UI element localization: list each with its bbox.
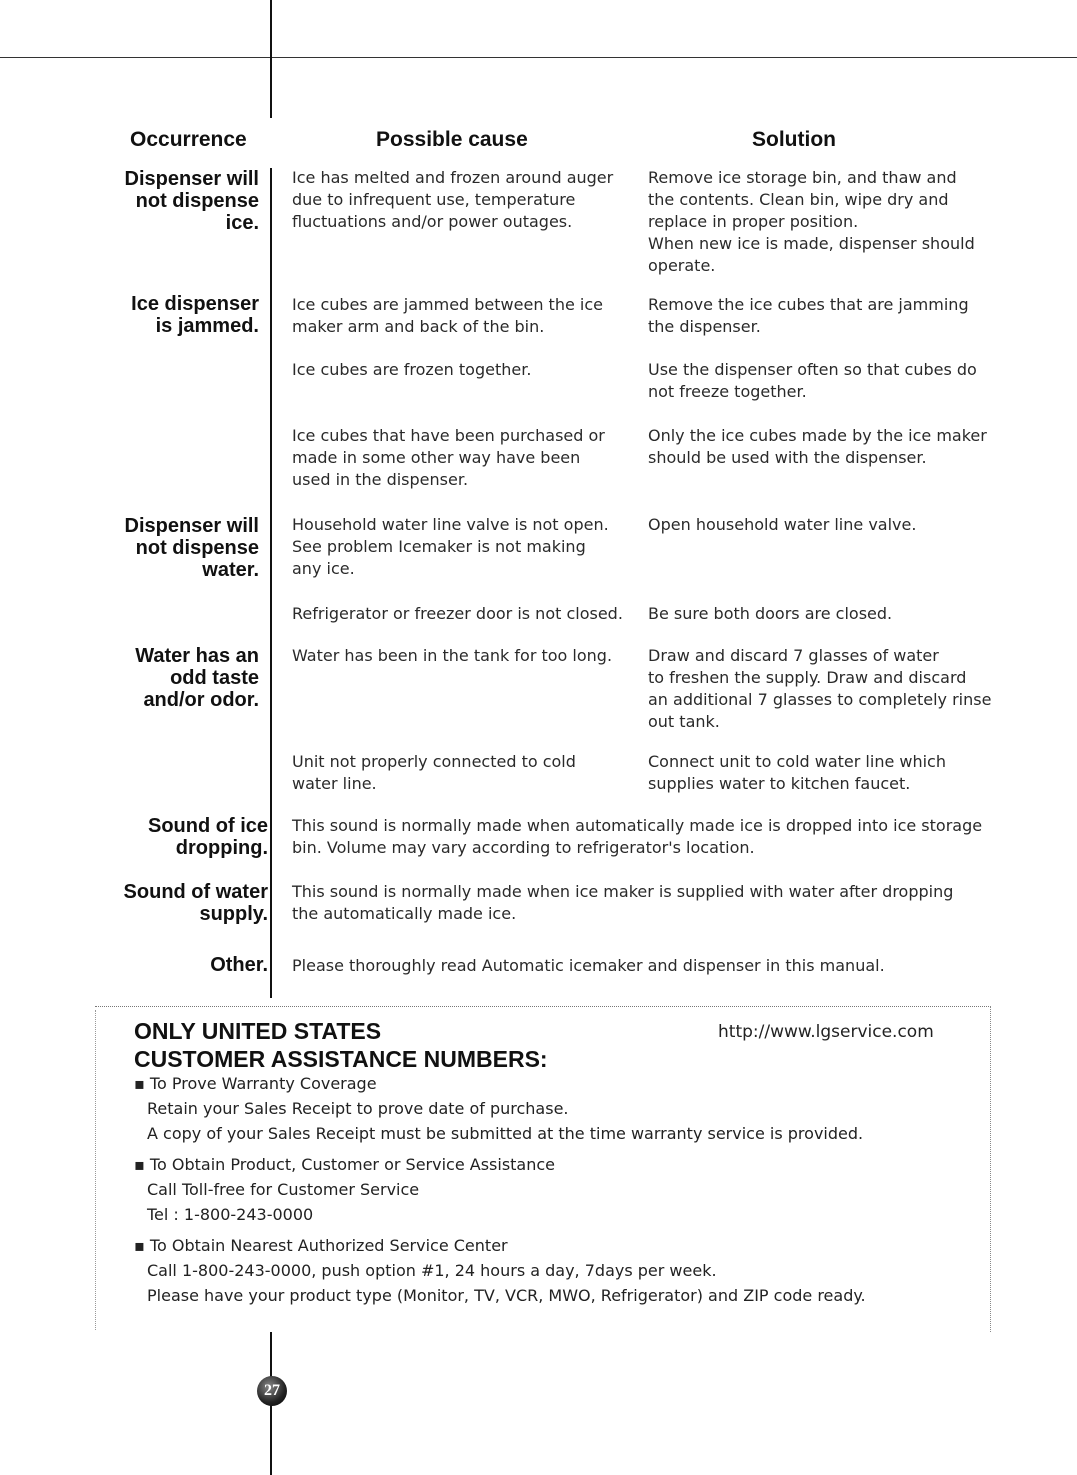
service-url-link[interactable]: http://www.lgservice.com bbox=[718, 1022, 934, 1042]
solution-cell: Use the dispenser often so that cubes do not freeze together. bbox=[648, 360, 977, 401]
occurrence-odd-taste: Water has an odd taste and/or odor. bbox=[135, 645, 259, 711]
header-occurrence: Occurrence bbox=[130, 128, 247, 151]
description-cell: This sound is normally made when automatically made ice is dropped into ice storage bin. Volume may vary according to refrigerator's location. bbox=[292, 816, 983, 857]
assistance-line: Please have your product type (Monitor, TV, VCR, MWO, Refrigerator) and ZIP code ready. bbox=[147, 1286, 866, 1305]
assistance-line: Call Toll-free for Customer Service bbox=[147, 1180, 420, 1199]
cause-cell: Ice cubes are frozen together. bbox=[292, 360, 532, 379]
cause-cell: Ice cubes are jammed between the ice maker arm and back of the bin. bbox=[292, 295, 603, 336]
occurrence-dispenser-no-ice: Dispenser will not dispense ice. bbox=[124, 168, 259, 234]
assistance-line: Tel : 1-800-243-0000 bbox=[147, 1205, 314, 1224]
occurrence-sound-water: Sound of water supply. bbox=[123, 881, 268, 925]
assistance-line: Call 1-800-243-0000, push option #1, 24 hours a day, 7days per week. bbox=[147, 1261, 717, 1280]
description-cell: Please thoroughly read Automatic icemaker and dispenser in this manual. bbox=[292, 956, 885, 975]
solution-cell: Connect unit to cold water line which supplies water to kitchen faucet. bbox=[648, 752, 946, 793]
top-rule bbox=[0, 57, 1077, 58]
assistance-title-line1: ONLY UNITED STATES bbox=[134, 1018, 382, 1044]
page-number-badge: 27 bbox=[257, 1376, 287, 1406]
cause-cell: Ice cubes that have been purchased or made in some other way have been used in the dispenser. bbox=[292, 426, 605, 489]
occurrence-other: Other. bbox=[210, 954, 268, 976]
solution-cell: Remove ice storage bin, and thaw and the contents. Clean bin, wipe dry and replace in proper position. When new ice is made, dispenser should operate. bbox=[648, 168, 975, 275]
cause-cell: Water has been in the tank for too long. bbox=[292, 646, 613, 665]
table-vertical-rule bbox=[270, 168, 272, 998]
solution-cell: Only the ice cubes made by the ice maker should be used with the dispenser. bbox=[648, 426, 987, 467]
cause-cell: Household water line valve is not open. See problem Icemaker is not making any ice. bbox=[292, 515, 609, 578]
solution-cell: Be sure both doors are closed. bbox=[648, 604, 893, 623]
cause-cell: Refrigerator or freezer door is not closed. bbox=[292, 604, 623, 623]
top-vertical-rule bbox=[270, 0, 272, 118]
description-cell: This sound is normally made when ice maker is supplied with water after dropping the automatically made ice. bbox=[292, 882, 954, 923]
assistance-line: A copy of your Sales Receipt must be submitted at the time warranty service is provided. bbox=[147, 1124, 864, 1143]
assistance-bullet: ▪ To Obtain Nearest Authorized Service Center bbox=[134, 1236, 508, 1255]
cause-cell: Ice has melted and frozen around auger due to infrequent use, temperature fluctuations and/or power outages. bbox=[292, 168, 614, 231]
cause-cell: Unit not properly connected to cold water line. bbox=[292, 752, 576, 793]
solution-cell: Open household water line valve. bbox=[648, 515, 917, 534]
assistance-bullet: ▪ To Prove Warranty Coverage bbox=[134, 1074, 377, 1093]
occurrence-ice-jammed: Ice dispenser is jammed. bbox=[131, 293, 259, 337]
assistance-title-line2: CUSTOMER ASSISTANCE NUMBERS: bbox=[134, 1046, 548, 1072]
solution-cell: Draw and discard 7 glasses of water to freshen the supply. Draw and discard an additional 7 glasses to completely rinse out tank. bbox=[648, 646, 992, 731]
assistance-line: Retain your Sales Receipt to prove date of purchase. bbox=[147, 1099, 569, 1118]
occurrence-dispenser-no-water: Dispenser will not dispense water. bbox=[124, 515, 259, 581]
header-possible-cause: Possible cause bbox=[376, 128, 528, 151]
assistance-bullet: ▪ To Obtain Product, Customer or Service Assistance bbox=[134, 1155, 556, 1174]
header-solution: Solution bbox=[752, 128, 836, 151]
assistance-box-left-border bbox=[95, 1010, 96, 1330]
solution-cell: Remove the ice cubes that are jamming the dispenser. bbox=[648, 295, 969, 336]
occurrence-sound-ice: Sound of ice dropping. bbox=[148, 815, 268, 859]
